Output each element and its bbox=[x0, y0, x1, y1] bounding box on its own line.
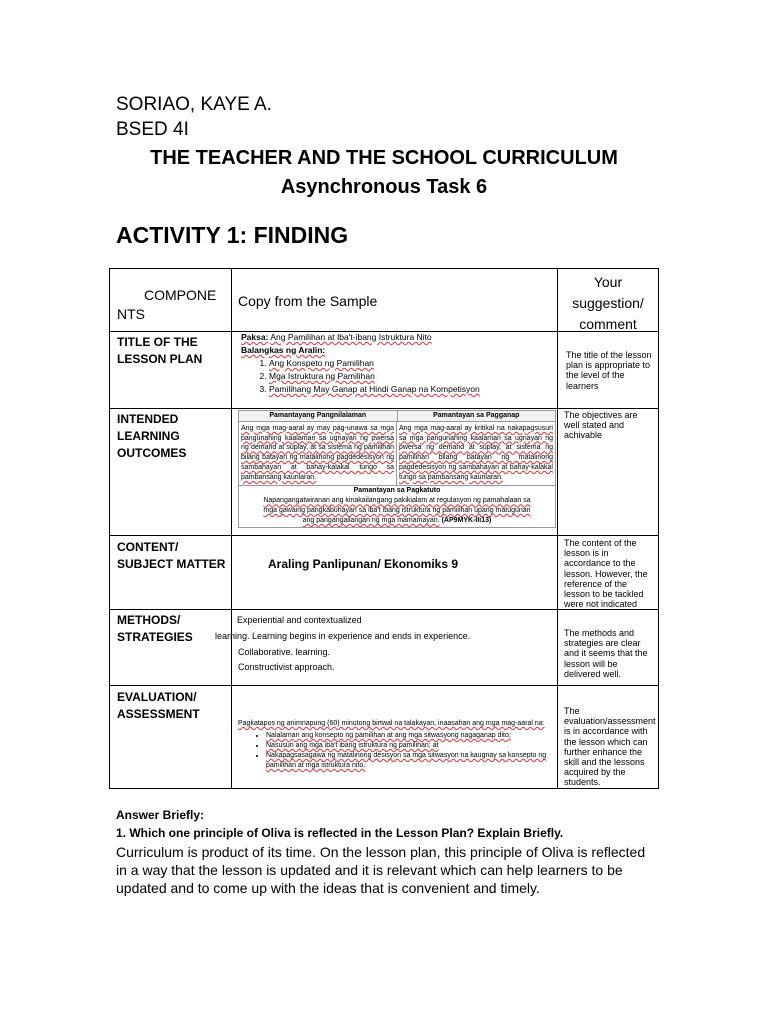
row-label-methods: METHODS/ STRATEGIES bbox=[117, 613, 193, 644]
methods-sample: Experiential and contextualized bbox=[237, 615, 362, 625]
evaluation-item: • Nakapagsasagawa ng matalinong desisyon sa mga sitwasyon na kaugnay sa konsepto ng pamilihan at mga istruktura nito. bbox=[266, 751, 554, 771]
methods-line3: Collaborative. learning. bbox=[238, 647, 331, 657]
methods-line2: learning. Learning begins in experience and ends in experience. bbox=[215, 631, 471, 641]
student-name: SORIAO, KAYE A. bbox=[116, 94, 272, 115]
comment-outcomes: The objectives are well stated and achivable bbox=[564, 410, 638, 441]
findings-table bbox=[109, 268, 659, 789]
col-header-components-b: NTS bbox=[117, 306, 145, 322]
col-header-copy: Copy from the Sample bbox=[238, 293, 378, 309]
balangkas-item: 1. Ang Konspeto ng Pamilihan bbox=[269, 357, 553, 370]
page-subtitle: Asynchronous Task 6 bbox=[280, 176, 488, 198]
evaluation-item: • Nalalaman ang konsepto ng pamilihan at ang mga sitwasyong nagaganap dito; bbox=[266, 731, 554, 741]
content-subject: Araling Panlipunan/ Ekonomiks 9 bbox=[268, 557, 459, 571]
comment-methods: The methods and strategies are clear and it seems that the lesson will be delivered well. bbox=[564, 628, 648, 679]
comment-evaluation: The evaluation/assessment is in accordance with the lesson which can further enhance the skill and the lessons acquired by the students. bbox=[564, 706, 656, 788]
answer-heading: Answer Briefly: bbox=[116, 808, 205, 822]
answer-1: Curriculum is product of its time. On the lesson plan, this principle of Oliva is reflected in a way that the lesson is updated and it is relevant which can help learners to be updated and to come up with the ideas that is convenient and timely. bbox=[116, 844, 646, 896]
outcomes-sample: Pamantayang Pangnilalaman Pamantayan sa Pagganap Ang mga mag-aaral ay may pag-unawa sa mga pangunahing kaalaman sa ugnayan ng pwersa ng demand at suplay, at sa sistema ng pamilihan bilang batayan ng matalinong pagdedesisyon ng sambahayan at bahay-kalakal tungo sa pambansang kaunlaran. Ang mga mag-aaral ay kritikal na nakapagsusuri sa mga pangunahing kaalaman sa ugnayan ng pwersa ng demand at suplay, at sistema ng pamilihan bilang batayan ng matalinong pagdedesisyon ng sambahayan at bahay-kalakal tungo sa pambansang kaunlaran. Pamantayan sa Pagkatuto Napangangatwiranan ang kinakailangang pakikialam at regulasyon ng pamahalaan sa mga gawaing pangkabuhayan sa iba't ibang istruktura ng pamilihan upang matugunan ang pangangailangan ng mga mamamayan. (AP9MYK-IIi13) bbox=[238, 408, 556, 535]
comment-title: The title of the lesson plan is appropriate to the level of the learners bbox=[566, 350, 652, 391]
question-1: 1. Which one principle of Oliva is reflected in the Lesson Plan? Explain Briefly. bbox=[116, 826, 564, 840]
row-label-evaluation: EVALUATION/ ASSESSMENT bbox=[117, 690, 200, 721]
activity-title: ACTIVITY 1: FINDING bbox=[116, 222, 349, 248]
balangkas-item: 2. Mga Istruktura ng Pamilihan bbox=[269, 370, 553, 383]
evaluation-sample: Pagkatapos ng animnapung (60) minutong birtwal na talakayan, inaasahan ang mga mag-aaral na: • Nalalaman ang konsepto ng pamilihan at ang mga sitwasyong nagaganap dito; • Nasusuri ang mga iba't ibang istruktura ng pamilihan; at • Nakapagsasagawa ng matalinong desisyon sa mga sitwasyon na kaugnay sa konsepto ng pamilihan at mga istruktura nito. bbox=[238, 719, 554, 771]
row-label-title: TITLE OF THE LESSON PLAN bbox=[117, 335, 203, 366]
row-label-content: CONTENT/ SUBJECT MATTER bbox=[117, 540, 226, 571]
col-header-comment: Your suggestion/ comment bbox=[572, 274, 644, 332]
student-section: BSED 4I bbox=[116, 119, 189, 140]
methods-line4: Constructivist approach. bbox=[238, 662, 335, 672]
evaluation-item: • Nasusuri ang mga iba't ibang istruktura ng pamilihan; at bbox=[266, 741, 554, 751]
col-header-components-a: COMPONE bbox=[144, 287, 217, 303]
lesson-title-sample: Paksa: Ang Pamilihan at Iba't-ibang Istruktura Nito Balangkas ng Aralin: 1. Ang Konspeto ng Pamilihan 2. Mga Istruktura ng Pamilihan 3. Pamilihang May Ganap at Hindi Ganap na Kompetisyon bbox=[241, 331, 553, 396]
page-title: THE TEACHER AND THE SCHOOL CURRICULUM bbox=[150, 147, 618, 169]
comment-content: The content of the lesson is in accordance to the lesson. However, the reference of the lesson to be tackled were not indicated bbox=[564, 538, 648, 610]
row-label-outcomes: INTENDED LEARNING OUTCOMES bbox=[117, 412, 187, 460]
balangkas-item: 3. Pamilihang May Ganap at Hindi Ganap na Kompetisyon bbox=[269, 383, 553, 396]
